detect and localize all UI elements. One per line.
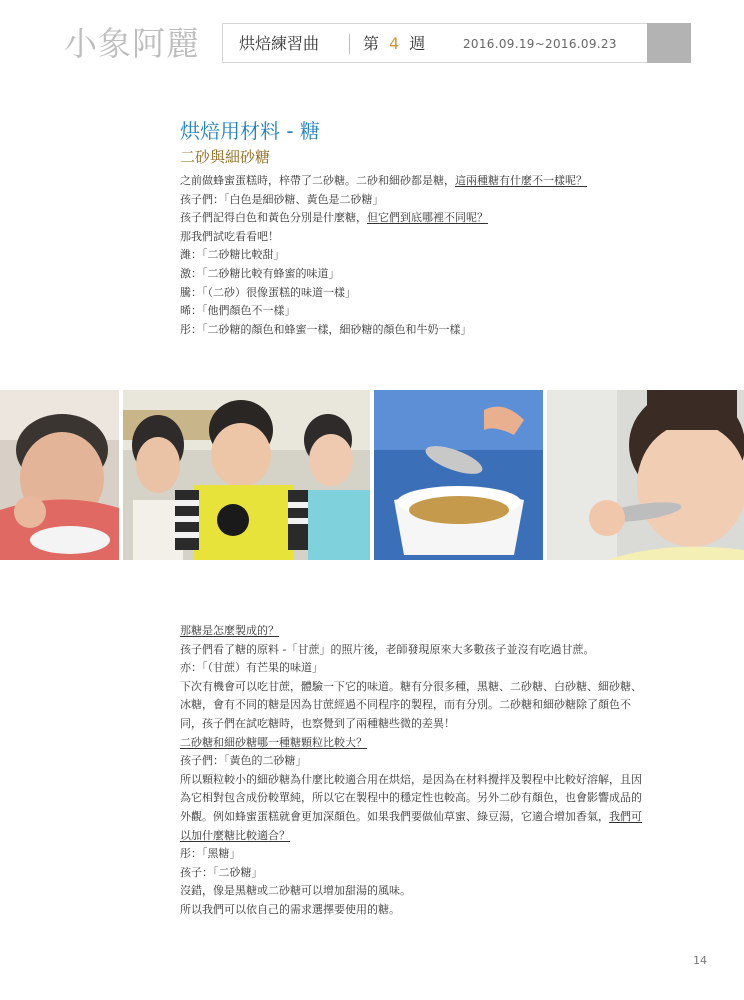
intro-text — [180, 172, 587, 339]
quote-line: 濰：「二砂糖比較甜」 — [180, 248, 285, 262]
highlight-question: 但它們到底哪裡不同呢？ — [367, 211, 488, 225]
quote-line: 孩子們：「黃色的二砂糖」 — [180, 754, 307, 768]
paragraph — [180, 771, 650, 845]
quote-line: 騰：「（二砂）很像蛋糕的味道一樣」 — [180, 285, 356, 299]
week-prefix: 第 — [363, 34, 380, 53]
highlight-question: 我們可以加什麼糖比較適合？ — [180, 809, 642, 842]
question-heading: 二砂糖和細砂糖哪一種糖顆粒比較大？ — [180, 735, 367, 749]
week-label — [363, 24, 425, 64]
quote-line: 激：「二砂糖比較有蜂蜜的味道」 — [180, 266, 340, 280]
text-run: 之前做蜂蜜蛋糕時，梓帶了二砂糖。二砂和細砂都是糖， — [180, 174, 455, 187]
highlight-question: 這兩種糖有什麼不一樣呢？ — [455, 174, 587, 187]
brand-logo: 小象阿麗 — [64, 24, 200, 63]
paragraph — [180, 172, 587, 191]
header-tab-block — [647, 23, 691, 63]
process-text — [180, 622, 650, 920]
page-number: 14 — [693, 954, 707, 967]
text-run: 所以顆粒較小的細砂糖為什麼比較適合用在烘焙，是因為在材料攪拌及製程中比較好溶解，且因為它相對包含成份較單純，所以它在製程中的穩定性也較高。另外二砂有顏色，也會影響成品的外觀。例如蜂蜜蛋糕就會更加深顏色。如果我們要做仙草蜜、綠豆湯，它適合增加香氣， — [180, 772, 642, 823]
question-heading: 那糖是怎麼製成的？ — [180, 624, 279, 637]
photo-girl-spoon — [547, 390, 744, 560]
text-run: 孩子們記得白色和黃色分別是什麼糖， — [180, 211, 367, 225]
paragraph: 孩子們：「白色是細砂糖、黃色是二砂糖」 — [180, 192, 384, 206]
section-title: 烘焙用材料 - 糖 — [180, 119, 320, 143]
photo-sugar-bowl — [374, 390, 543, 560]
header-title: 烘焙練習曲 — [239, 34, 320, 53]
date-range: 2016.09.19~2016.09.23 — [463, 37, 617, 51]
week-suffix: 週 — [409, 34, 426, 53]
quote-line: 晞：「他們顏色不一樣」 — [180, 304, 296, 318]
quote-line: 亦：「（甘蔗）有芒果的味道」 — [180, 661, 323, 675]
paragraph: 沒錯，像是黑糖或二砂糖可以增加甜湯的風味。 — [180, 884, 411, 898]
week-number: 4 — [389, 34, 400, 53]
photo-children-tasting — [123, 390, 370, 560]
quote-line: 孩子：「二砂糖」 — [180, 865, 263, 879]
header-divider — [349, 34, 350, 54]
photo-boy-tasting — [0, 390, 119, 560]
quote-line: 彤：「黑糖」 — [180, 847, 241, 861]
paragraph: 那我們試吃看看吧！ — [180, 229, 279, 243]
quote-line: 彤：「二砂糖的顏色和蜂蜜一樣，細砂糖的顏色和牛奶一樣」 — [180, 322, 472, 336]
week-header — [222, 23, 690, 63]
paragraph — [180, 209, 587, 228]
paragraph: 所以我們可以依自己的需求選擇要使用的糖。 — [180, 902, 400, 916]
paragraph: 孩子們看了糖的原料 -「甘蔗」的照片後，老師發現原來大多數孩子並沒有吃過甘蔗。 — [180, 642, 595, 656]
photo-strip — [0, 390, 744, 560]
section-subtitle: 二砂與細砂糖 — [180, 148, 271, 166]
paragraph: 下次有機會可以吃甘蔗，體驗一下它的味道。糖有分很多種，黑糖、二砂糖、白砂糖、細砂糖、冰糖，會有不同的糖是因為甘蔗經過不同程序的製程，而有分別。二砂糖和細砂糖除了顏色不同，孩子們在試吃糖時，也察覺到了兩種糖些微的差異！ — [180, 679, 642, 730]
